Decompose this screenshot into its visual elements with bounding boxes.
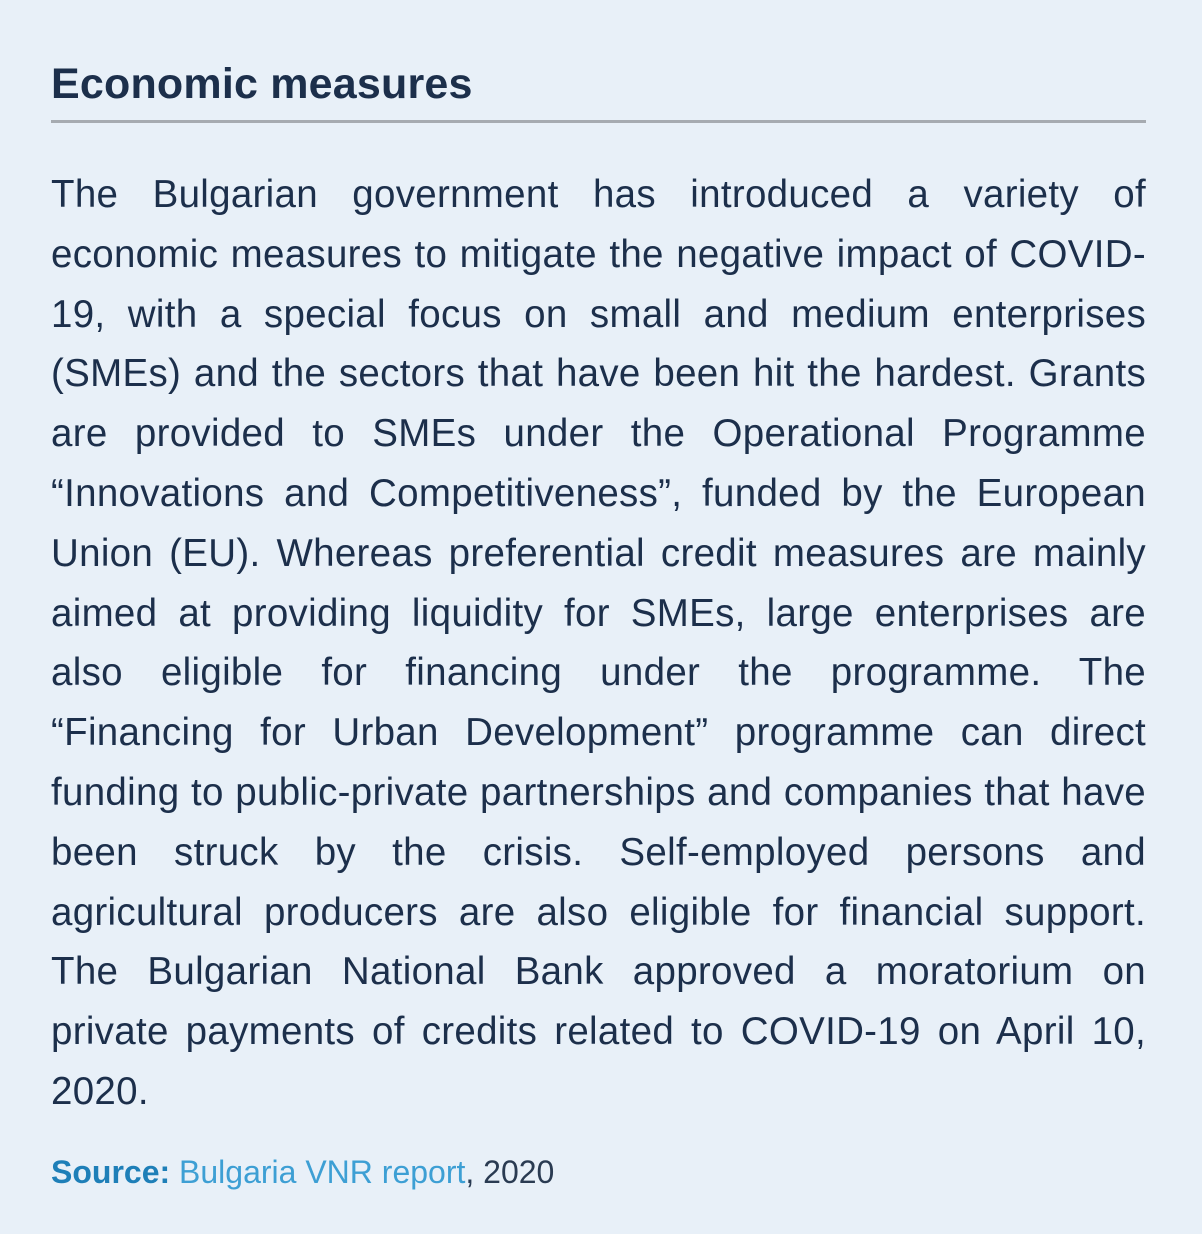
body-paragraph: The Bulgarian government has introduced a variety of economic measures to mitigate the negative impact of COVID-19, with a special focus on small and medium enterprises (SMEs) and the sectors that have been hit the hardest. Grants are provided to SMEs under the Operational Programme “Innovations and Competitiveness”, funded by the European Union (EU). Whereas preferential credit measures are mainly aimed at providing liquidity for SMEs, large enterprises are also eligible for financing under the programme. The “Financing for Urban Development” programme can direct funding to public-private partnerships and companies that have been struck by the crisis. Self-employed persons and agricultural producers are also eligible for financial support. The Bulgarian National Bank approved a moratorium on private payments of credits related to COVID-19 on April 10, 2020.: [51, 173, 1146, 1113]
source-label: Source:: [51, 1153, 171, 1190]
title-divider: [51, 120, 1146, 123]
source-line: [51, 1152, 1146, 1192]
box-title: Economic measures: [51, 60, 473, 108]
source-link[interactable]: Bulgaria VNR report: [179, 1153, 466, 1190]
source-year: , 2020: [465, 1153, 555, 1190]
